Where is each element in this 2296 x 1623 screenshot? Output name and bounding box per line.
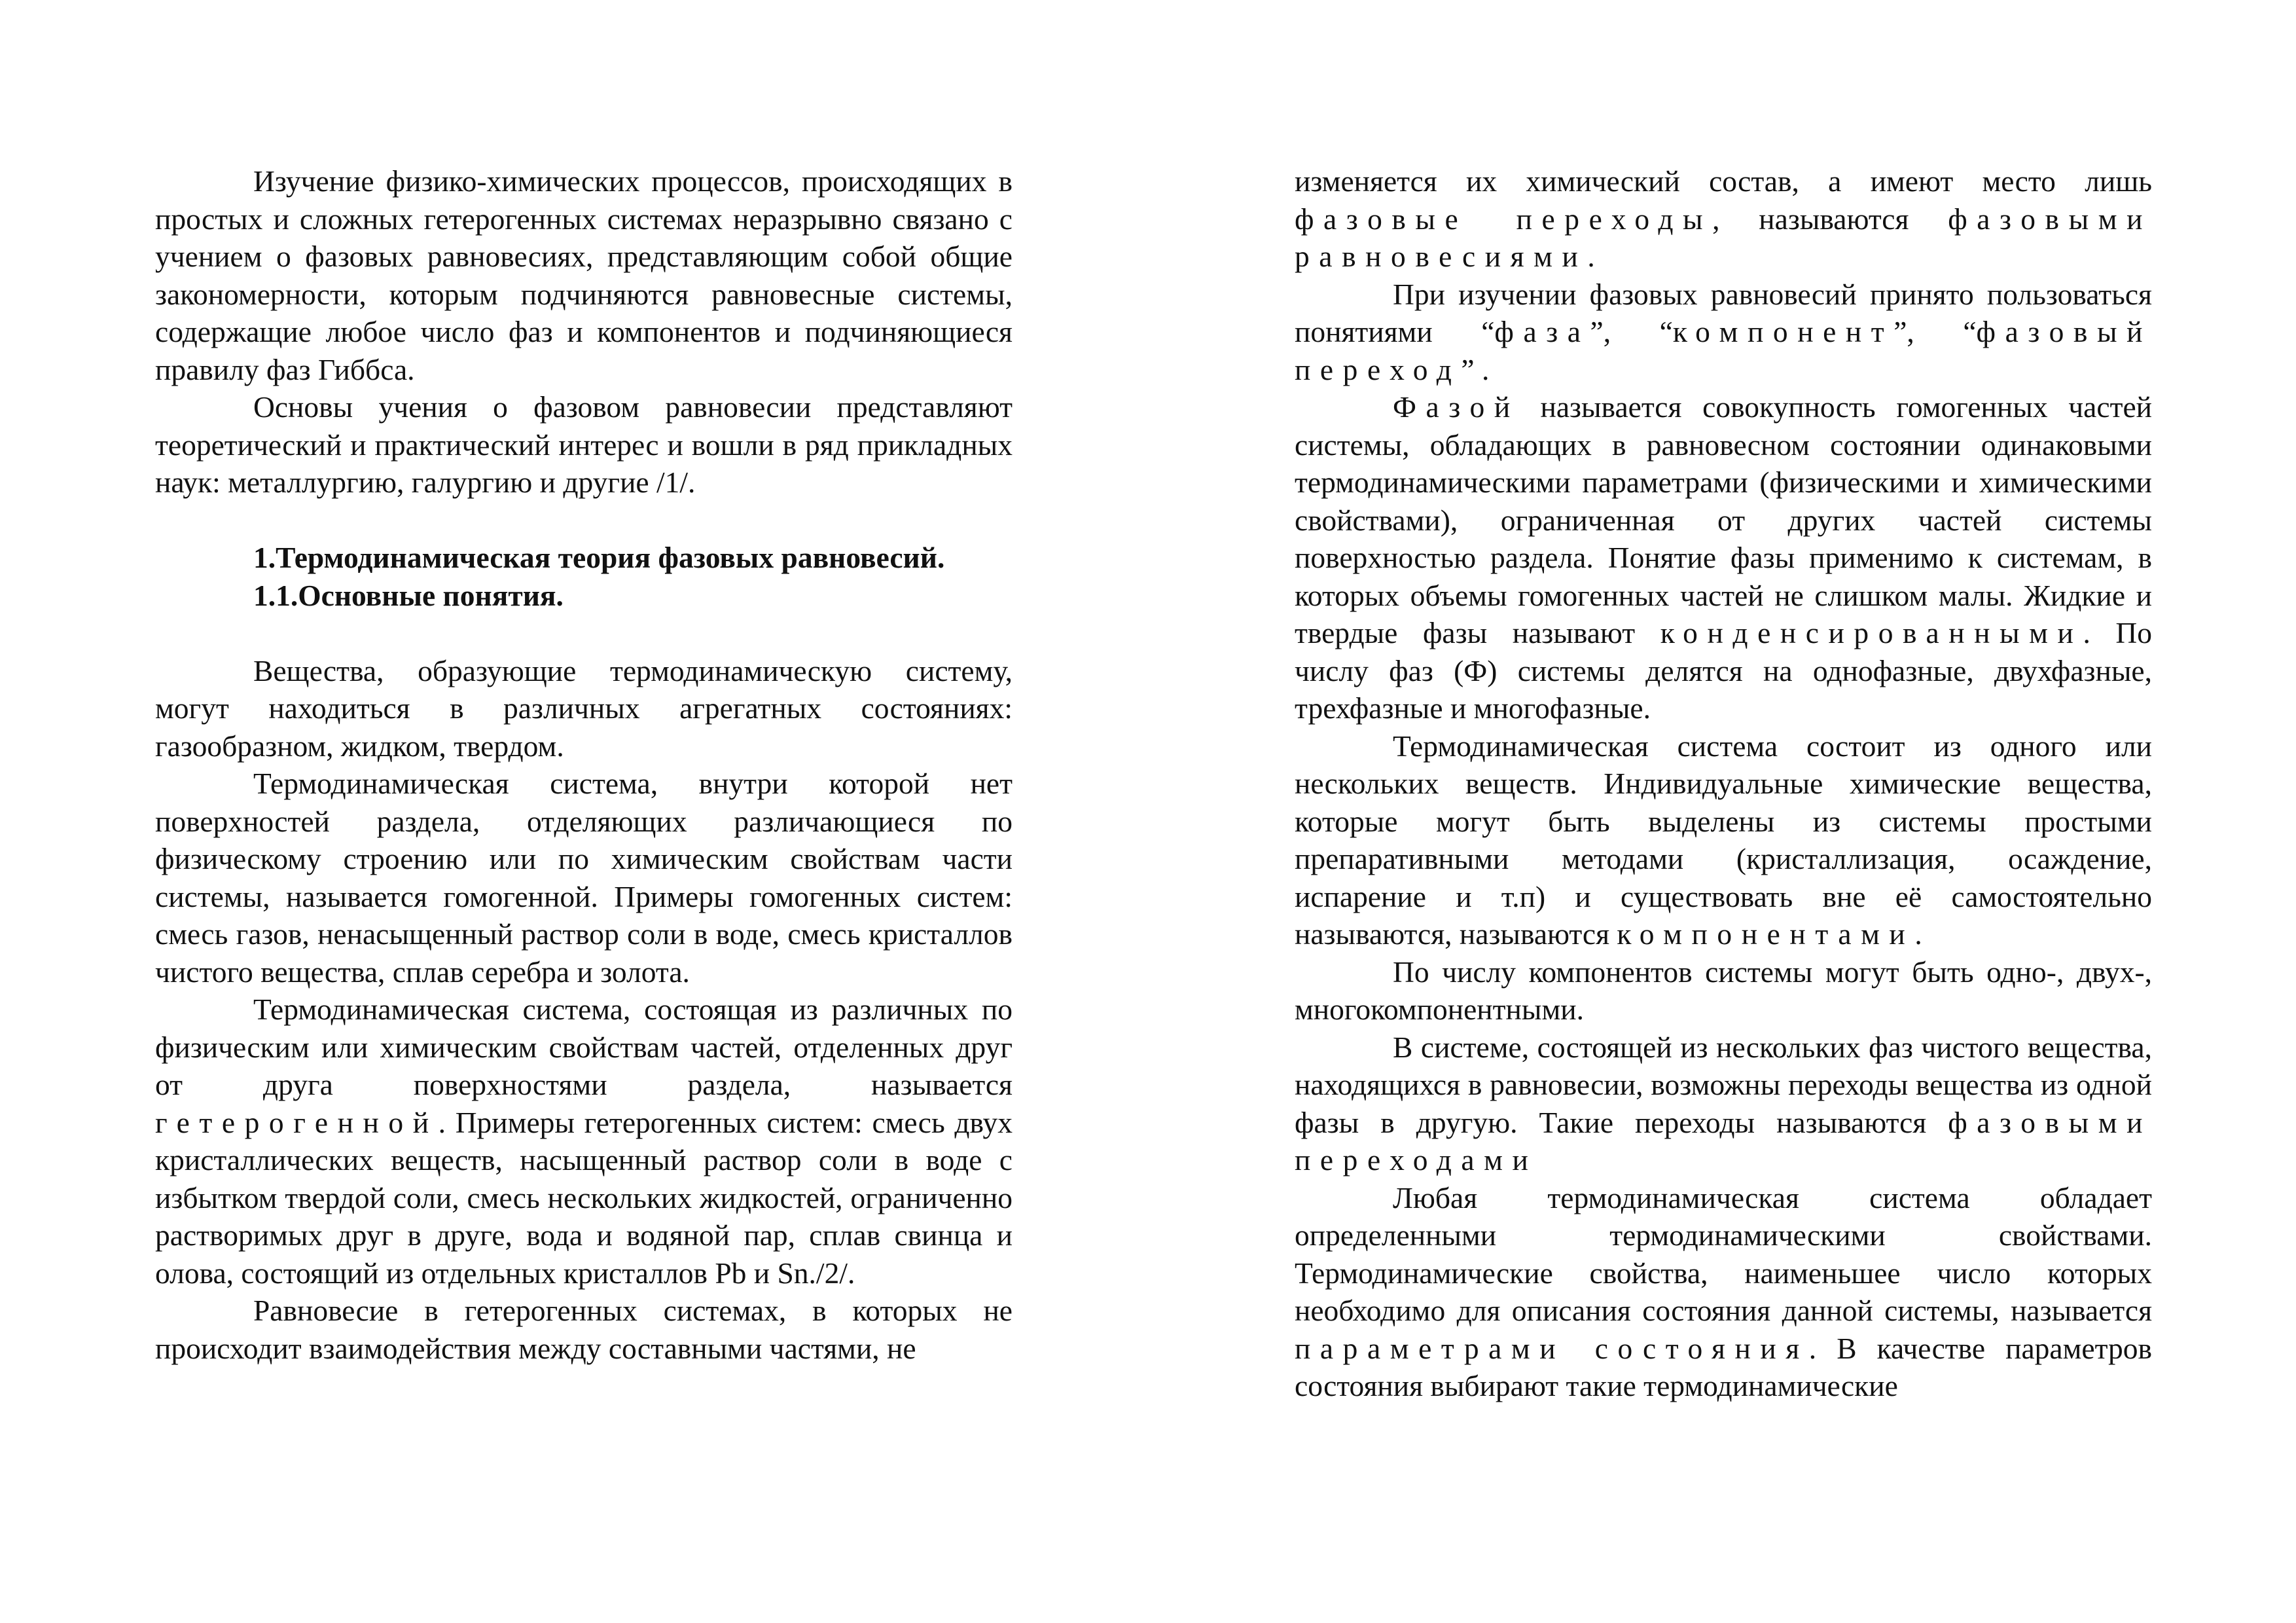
spaced-term-phase-transitions: фазовые переходы [1295,202,1713,236]
continuation-paragraph [1295,162,2152,276]
equilibrium-paragraph-start: Равновесие в гетерогенных системах, в которых не происходит взаимодействия между составными частями, не [155,1294,1013,1365]
text-run: . Примеры гетерогенных систем: смесь двух кристаллических веществ, насыщенный раствор соли в воде с избытком твердой соли, смесь нескольких жидкостей, ограниченно растворимых друг в друге, вода и водяной пар, сплав свинца и олова, состоящий из отдельных кристаллов Pb и Sn./2/. [155,1105,1013,1290]
spaced-term-transitions: фазовыми переходами [1295,1105,2152,1176]
heterogeneous-paragraph [155,991,1013,1292]
subsection-heading: 1.1.Основные понятия. [253,578,564,612]
component-definition-paragraph [1295,727,2152,953]
right-page-column [1295,162,2152,1405]
spaced-term-condensed: конденсированными [1660,616,2083,649]
text-run: . [1587,240,1595,273]
spacer [155,614,1013,652]
phase-transition-paragraph [1295,1029,2152,1179]
section-heading: 1.Термодинамическая теория фазовых равновесий. [253,541,945,574]
text-run: , называются [1712,202,1948,236]
text-run: ”, “ [1893,315,1977,348]
spacer [155,501,1013,539]
spaced-term-state-parameters: параметрами состояния [1295,1331,1809,1365]
homogeneous-paragraph: Термодинамическая система, внутри которой нет поверхностей раздела, отделяющих различающиеся по физическому строению или по химическим свойствам части системы, называется гомогенной. Примеры гомогенных систем: смесь газов, ненасыщенный раствор соли в воде, смесь кристаллов чистого вещества, сплав серебра и золота. [155,767,1013,989]
text-run: ”, “ [1590,315,1673,348]
text-run: . В качестве параметров состояния выбирают такие термодинамические [1295,1331,2152,1402]
concepts-paragraph [1295,276,2152,389]
spaced-term-components: компонентами [1617,917,1915,951]
text-run: Термодинамическая система, состоящая из различных по физическим или химическим свойствам частей, отделенных друг от друга поверхностями раздела, называется [155,993,1013,1101]
spaced-term-phase-equilibria: фазовыми равновесиями [1295,202,2152,273]
spaced-term-phase: фаза [1494,315,1590,348]
text-run: В системе, состоящей из нескольких фаз чистого вещества, находящихся в равновесии, возможны переходы вещества из одной фазы в другую. Такие переходы называются [1295,1030,2152,1139]
spaced-term-component: компонент [1672,315,1894,348]
spaced-term-phase-def: Фазой [1393,390,1520,424]
text-run: изменяется их химический состав, а имеют место лишь [1295,164,2152,198]
text-run: ” . [1461,352,1490,386]
intro-paragraph-2: Основы учения о фазовом равновесии представляют теоретический и практический интерес и вошли в ряд прикладных наук: металлургию, галургию и другие /1/. [155,390,1013,499]
text-run: Термодинамическая система состоит из одного или нескольких веществ. Индивидуальные химические вещества, которые могут быть выделены из системы простыми препаративными методами (кристаллизация, осаждение, испарение и т.п) и существовать вне её самостоятельно называются, называются [1295,729,2152,951]
text-run: . [1914,917,1922,951]
intro-paragraph-1: Изучение физико-химических процессов, происходящих в простых и сложных гетерогенных системах неразрывно связано с учением о фазовых равновесиях, представляющим собой общие закономерности, которым подчиняются равновесные системы, содержащие любое число фаз и компонентов и подчиняющиеся правилу фаз Гиббса. [155,164,1013,386]
left-page-column [155,162,1013,1367]
spaced-term-heterogeneous: гетерогенной [155,1105,439,1139]
text-run: называется совокупность гомогенных частей системы, обладающих в равновесном состоянии одинаковыми термодинамическими параметрами (физическими и химическими свойствами), ограниченная от других частей системы поверхностью раздела. Понятие фазы применимо к системам, в которых объемы гомогенных частей не слишком малы. Жидкие и твердые фазы называют [1295,390,2152,649]
text-run: . По числу фаз (Ф) системы делятся на однофазные, двухфазные, трехфазные и многофазные. [1295,616,2153,725]
component-count-paragraph: По числу компонентов системы могут быть одно-, двух-, многокомпонентными. [1295,955,2152,1026]
states-paragraph: Вещества, образующие термодинамическую систему, могут находиться в различных агрегатных состояниях: газообразном, жидком, твердом. [155,653,1013,763]
state-parameters-paragraph [1295,1179,2152,1405]
phase-definition-paragraph [1295,388,2152,727]
spaced-term-phase-transition: фазовый переход [1295,315,2152,386]
text-run: Любая термодинамическая система обладает определенными термодинамическими свойствами. Термодинамические свойства, наименьшее число которых необходимо для описания состояния данной системы, называется [1295,1180,2152,1327]
text-run: При изучении фазовых равновесий принято пользоваться понятиями “ [1295,277,2152,348]
